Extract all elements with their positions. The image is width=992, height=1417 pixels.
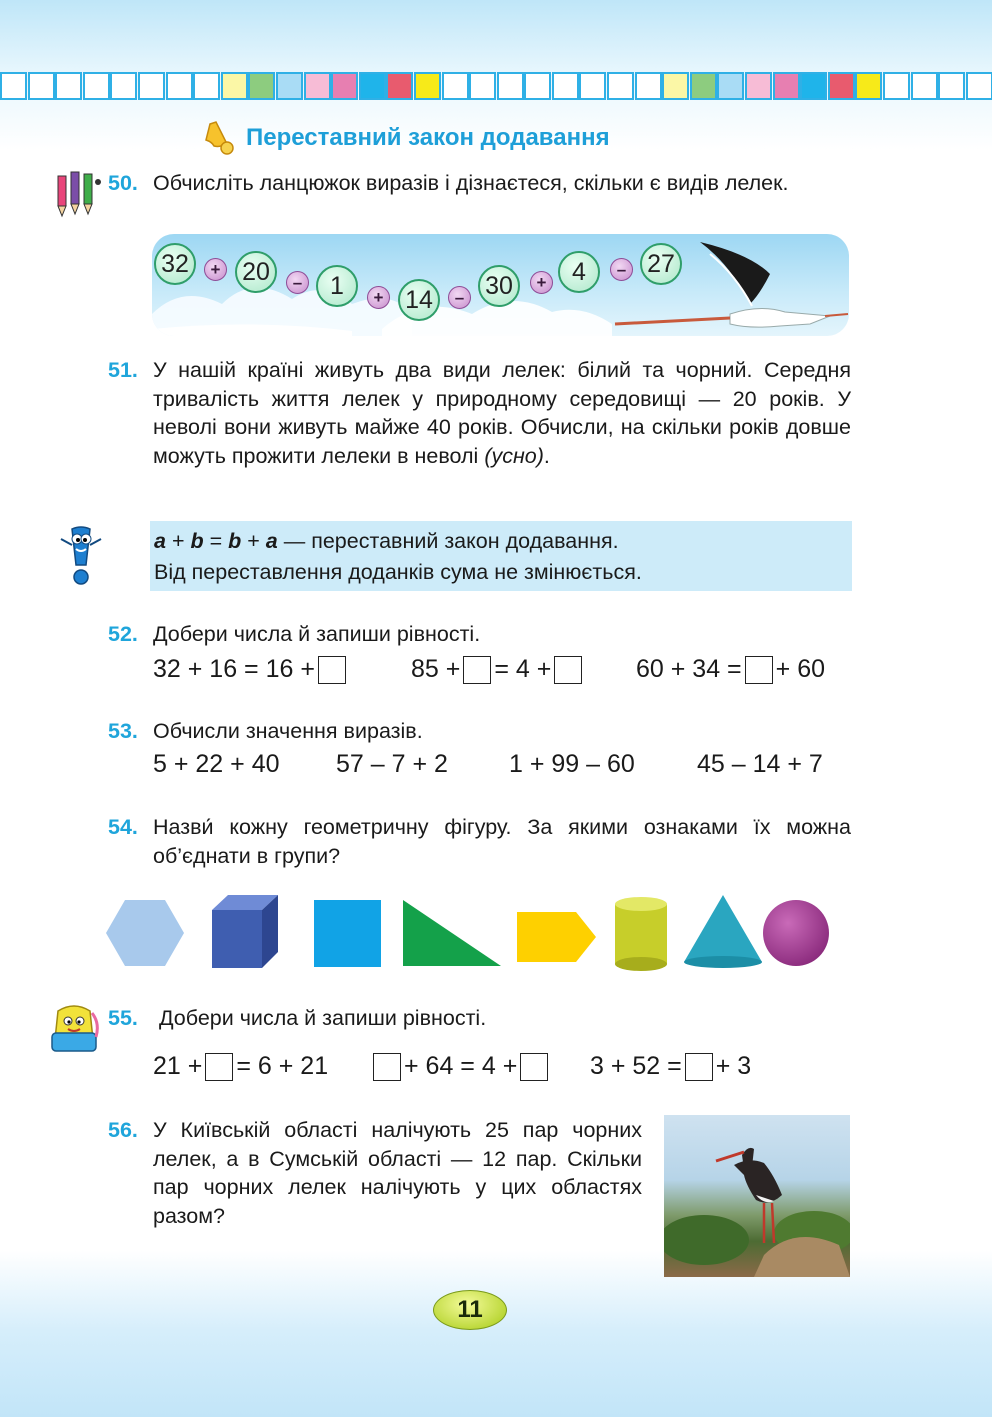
strip-square [221,72,248,100]
chain-node: 32 [154,243,196,285]
square-shape [314,900,381,967]
strip-square [497,72,524,100]
answer-box[interactable] [520,1053,548,1081]
strip-square [717,72,744,100]
equation-55-1 [153,1052,328,1081]
geometric-shapes-row [100,890,840,975]
equation-55-2 [370,1052,551,1081]
cone-shape [684,895,762,968]
black-stork-photo [664,1115,850,1277]
equation-part: 21 + [153,1052,203,1080]
strip-square [276,72,303,100]
task-53-text: Обчисли значення виразів. [153,719,423,743]
bell-icon [200,120,236,156]
strip-square [0,72,27,100]
task-52-text: Добери числа й запиши рівності. [153,622,481,646]
strip-square [524,72,551,100]
equals-sign: = [203,529,229,553]
answer-box[interactable] [373,1053,401,1081]
equation-part: + 64 = 4 + [404,1052,518,1080]
plus-sign: + [165,529,191,553]
strip-square [386,72,413,100]
pentagon-arrow-shape [517,912,596,962]
hexagon-shape [106,900,184,966]
expression-53-4: 45 – 14 + 7 [697,750,823,778]
strip-square [138,72,165,100]
strip-square [166,72,193,100]
expression-53-2: 57 – 7 + 2 [336,750,448,778]
strip-square [773,72,800,100]
plus-sign: + [241,529,266,553]
strip-square [911,72,938,100]
equation-52-1 [153,655,349,684]
task-number-56: 56. [108,1118,138,1142]
expression-53-3: 1 + 99 – 60 [509,750,635,778]
chain-operator: – [610,258,633,281]
answer-box[interactable] [685,1053,713,1081]
decorative-square-strip [0,72,992,100]
equation-52-2 [411,655,585,684]
strip-square [635,72,662,100]
strip-square [745,72,772,100]
strip-square [828,72,855,100]
rule-statement: — переставний закон додавання. [277,529,619,553]
backpack-mascot-icon [46,1003,102,1055]
chain-operator: + [367,286,390,309]
equation-part: = 6 + 21 [236,1052,329,1080]
answer-box[interactable] [205,1053,233,1081]
chain-node: 30 [478,265,520,307]
var-a: a [265,529,278,553]
answer-box[interactable] [463,656,491,684]
strip-square [800,72,827,100]
answer-box[interactable] [318,656,346,684]
chain-node: 1 [316,265,358,307]
task-number-51: 51. [108,358,138,382]
task-number-52: 52. [108,622,138,646]
strip-square [304,72,331,100]
task-number-55: 55. [108,1006,138,1030]
strip-square [607,72,634,100]
strip-square [193,72,220,100]
pencils-icon [54,170,104,218]
task-51-text [153,356,851,470]
strip-square [855,72,882,100]
strip-square [414,72,441,100]
equation-part: 60 + 34 = [636,655,742,683]
var-a: a [154,529,166,553]
task-51-period: . [543,443,550,468]
strip-square [469,72,496,100]
strip-square [552,72,579,100]
strip-square [690,72,717,100]
expression-53-1: 5 + 22 + 40 [153,750,280,778]
strip-square [883,72,910,100]
equation-55-3 [590,1052,751,1081]
task-56-text: У Київській області налічують 25 пар чорних лелек, а в Сумській області — 12 пар. Скільки пар чорних лелек налічують у цих областях разом? [153,1118,642,1228]
strip-square [662,72,689,100]
right-triangle-shape [403,900,501,966]
chain-node: 14 [398,279,440,321]
chain-operator: + [530,271,553,294]
strip-square [442,72,469,100]
chain-node: 20 [235,251,277,293]
rule-line-2: Від переставлення доданків сума не змінюється. [154,560,642,584]
cylinder-shape [615,897,667,971]
var-b: b [228,529,242,553]
rule-box [150,521,852,591]
task-number-50: 50. [108,171,138,195]
cube-shape [212,895,278,968]
strip-square [28,72,55,100]
answer-box[interactable] [745,656,773,684]
equation-part: + 60 [775,655,826,683]
task-55-text: Добери числа й запиши рівності. [159,1006,487,1030]
page-number: 11 [433,1290,507,1330]
equation-part: = 4 + [494,655,552,683]
strip-square [248,72,275,100]
strip-square [331,72,358,100]
strip-square [579,72,606,100]
strip-square [359,72,386,100]
task-54-text: Назви́ кожну геометричну фігуру. За якими ознаками їх можна об’єднати в групи? [153,815,851,868]
task-51-body: У нашій країні живуть два види лелек: білий та чорний. Середня тривалість життя лелек у природному середовищі — 20 років. У неволі вони живуть майже 40 років. Обчисли, на скільки років довше можуть прожити лелеки в неволі [153,358,851,468]
section-title [200,120,610,156]
strip-square [966,72,992,100]
strip-square [938,72,965,100]
strip-square [55,72,82,100]
strip-square [83,72,110,100]
chain-operator: – [286,271,309,294]
chain-operator: + [204,258,227,281]
strip-square [110,72,137,100]
task-50-text: Обчисліть ланцюжок виразів і дізнаєтеся, скільки є видів лелек. [153,171,789,195]
task-number-54: 54. [108,815,138,839]
task-number-53: 53. [108,719,138,743]
chain-operator: – [448,286,471,309]
answer-box[interactable] [554,656,582,684]
var-b: b [190,529,204,553]
equation-part: 32 + 16 = 16 + [153,655,315,683]
equation-part: 3 + 52 = [590,1052,682,1080]
sphere-shape [763,900,829,966]
equation-part: + 3 [715,1052,752,1080]
rule-line-1 [154,526,852,557]
chain-node: 4 [558,251,600,293]
chain-node: 27 [640,243,682,285]
equation-part: 85 + [411,655,461,683]
equation-52-3 [636,655,825,684]
exclamation-mascot-icon [58,525,104,587]
task-51-note: (усно) [484,443,544,468]
title-text: Переставний закон додавання [246,124,610,151]
